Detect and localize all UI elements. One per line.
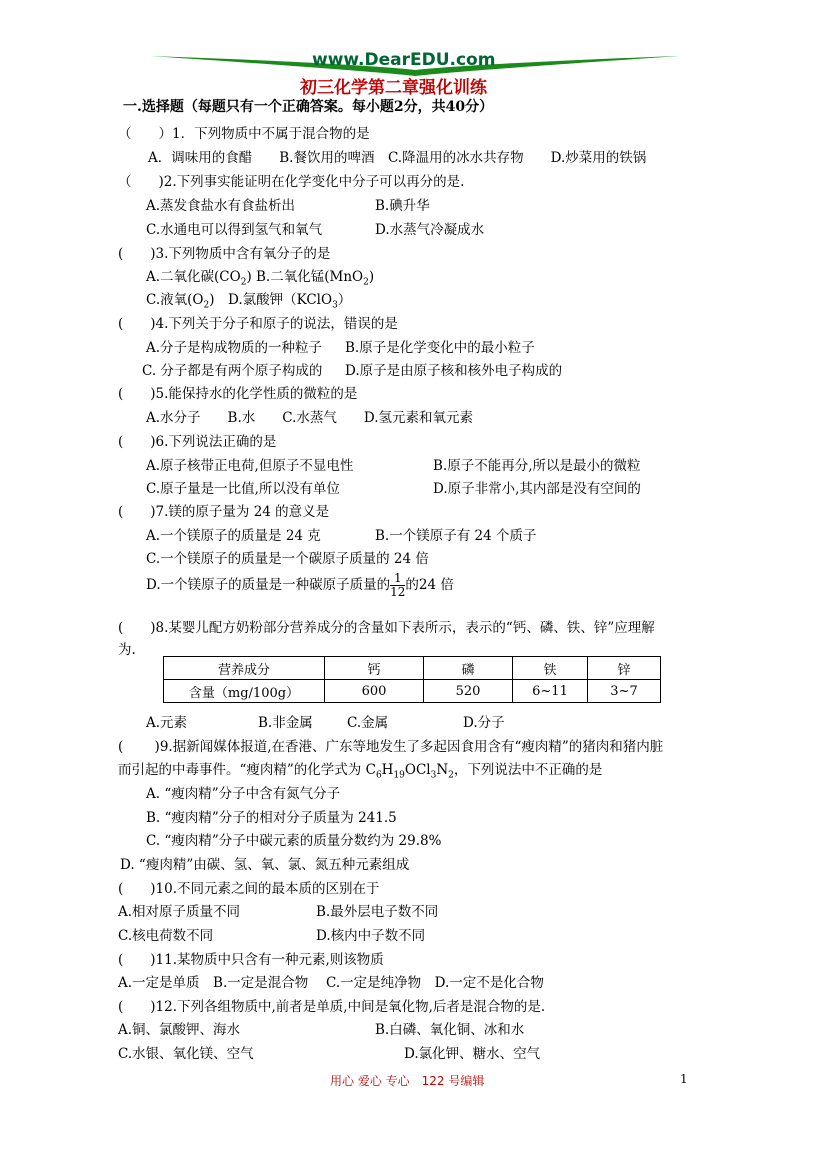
question-11-stem: ( )11.某物质中只含有一种元素,则该物质	[118, 952, 384, 968]
table-cell: 3~7	[588, 680, 661, 703]
question-2-option-d: D.水蒸气冷凝成水	[375, 222, 485, 238]
question-3-options-cd: C.液氧$(O_2)$ D.氯酸钾（KClO$_3$）	[146, 292, 352, 311]
question-4-option-c: C. 分子都是有两个原子构成的	[142, 363, 323, 379]
table-header-row	[164, 657, 661, 680]
question-6-option-c: C.原子量是一比值,所以没有单位	[146, 481, 340, 497]
question-10-option-c: C.核电荷数不同	[118, 928, 214, 944]
question-2-option-c: C.水通电可以得到氢气和氧气	[146, 222, 323, 238]
question-9-option-b: B. “瘦肉精”分子的相对分子质量为 241.5	[146, 810, 397, 826]
question-7-option-c: C.一个镁原子的质量是一个碳原子质量的 24 倍	[146, 551, 429, 567]
site-url: www.DearEDU.com	[312, 50, 496, 70]
table-cell: 520	[424, 680, 513, 703]
question-6-option-a: A.原子核带正电荷,但原子不显电性	[146, 458, 354, 474]
question-9-stem-cont: 而引起的中毒事件。“瘦肉精”的化学式为 $C_6H_{19}OCl_3N_2$，下列说法中不正确的是	[118, 762, 603, 781]
table-cell: 锌	[588, 657, 661, 680]
question-12-stem: ( )12.下列各组物质中,前者是单质,中间是氧化物,后者是混合物的是.	[118, 999, 546, 1015]
section-heading: 一.选择题（每题只有一个正确答案。每小题2分，共40分）	[123, 99, 494, 115]
question-8-option-c: C.金属	[347, 715, 389, 731]
question-12-option-a: A.铜、氯酸钾、海水	[118, 1022, 241, 1038]
question-11-options: A.一定是单质 B.一定是混合物 C.一定是纯净物 D.一定不是化合物	[118, 975, 544, 991]
question-9-option-a: A. “瘦肉精”分子中含有氮气分子	[146, 786, 341, 802]
question-6-option-d: D.原子非常小,其内部是没有空间的	[433, 481, 641, 497]
table-cell: 营养成分	[164, 657, 325, 680]
question-3-stem: ( )3.下列物质中含有氧分子的是	[118, 246, 331, 262]
question-4-option-a: A.分子是构成物质的一种粒子	[146, 340, 323, 356]
question-4-option-b: B.原子是化学变化中的最小粒子	[345, 340, 535, 356]
footer-text: 用心 爱心 专心 122 号编辑	[330, 1074, 485, 1088]
question-2-option-b: B.碘升华	[375, 198, 430, 214]
question-1-options: A．调味用的食醋 B.餐饮用的啤酒 C.降温用的冰水共存物 D.炒菜用的铁锅	[148, 150, 647, 166]
question-9-option-c: C. “瘦肉精”分子中碳元素的质量分数约为 29.8%	[146, 833, 442, 849]
table-cell: 含量（mg/100g）	[164, 680, 325, 703]
question-5-options: A.水分子 B.水 C.水蒸气 D.氢元素和氧元素	[146, 410, 474, 426]
question-8-option-a: A.元素	[146, 715, 188, 731]
page-title: 初三化学第二章强化训练	[300, 78, 487, 98]
question-1-stem: （ ）1．下列物质中不属于混合物的是	[118, 126, 370, 142]
question-8-stem: ( )8.某婴儿配方奶粉部分营养成分的含量如下表所示，表示的“钙、磷、铁、锌”应理解	[118, 620, 655, 636]
table-cell: 钙	[325, 657, 424, 680]
table-row	[164, 680, 661, 703]
question-6-stem: ( )6.下列说法正确的是	[118, 434, 277, 450]
question-9-option-d: D. “瘦肉精”由碳、氢、氧、氯、氮五种元素组成	[120, 857, 410, 873]
question-2-stem: （ )2.下列事实能证明在化学变化中分子可以再分的是.	[118, 174, 465, 190]
question-8-option-d: D.分子	[463, 715, 505, 731]
question-3-options-ab: A.二氧化碳$(CO_2)$ B.二氧化锰(MnO$_2$)	[146, 269, 375, 288]
question-12-option-c: C.水银、氧化镁、空气	[118, 1046, 254, 1062]
question-7-stem: ( )7.镁的原子量为 24 的意义是	[118, 504, 330, 520]
question-9-stem: ( )9.据新闻媒体报道,在香港、广东等地发生了多起因食用含有“瘦肉精”的猪肉和猪内脏	[118, 739, 664, 755]
fraction-one-twelfth: $\frac{1}{12}$	[390, 571, 406, 599]
question-10-stem: ( )10.不同元素之间的最本质的区别在于	[118, 881, 380, 897]
question-12-option-d: D.氯化钾、糖水、空气	[404, 1046, 541, 1062]
table-cell: 铁	[513, 657, 588, 680]
page-number: 1	[680, 1072, 688, 1086]
question-8-option-b: B.非金属	[258, 715, 313, 731]
question-2-option-a: A.蒸发食盐水有食盐析出	[146, 198, 296, 214]
question-8-stem-cont: 为.	[118, 642, 136, 658]
question-10-option-d: D.核内中子数不同	[316, 928, 426, 944]
question-7-option-d: D.一个镁原子的质量是一种碳原子质量的 $\frac{1}{12}$ 的24 倍	[146, 571, 454, 599]
table-cell: 磷	[424, 657, 513, 680]
table-cell: 600	[325, 680, 424, 703]
table-cell: 6~11	[513, 680, 588, 703]
question-4-stem: ( )4.下列关于分子和原子的说法，错误的是	[118, 316, 398, 332]
question-7-option-b: B.一个镁原子有 24 个质子	[375, 528, 537, 544]
question-6-option-b: B.原子不能再分,所以是最小的微粒	[433, 458, 641, 474]
question-10-option-b: B.最外层电子数不同	[316, 904, 439, 920]
question-5-stem: ( )5.能保持水的化学性质的微粒的是	[118, 386, 358, 402]
question-4-option-d: D.原子是由原子核和核外电子构成的	[345, 363, 563, 379]
question-10-option-a: A.相对原子质量不同	[118, 904, 241, 920]
question-12-option-b: B.白磷、氧化铜、冰和水	[375, 1022, 525, 1038]
nutrition-table	[163, 656, 661, 703]
question-7-option-a: A.一个镁原子的质量是 24 克	[146, 528, 321, 544]
